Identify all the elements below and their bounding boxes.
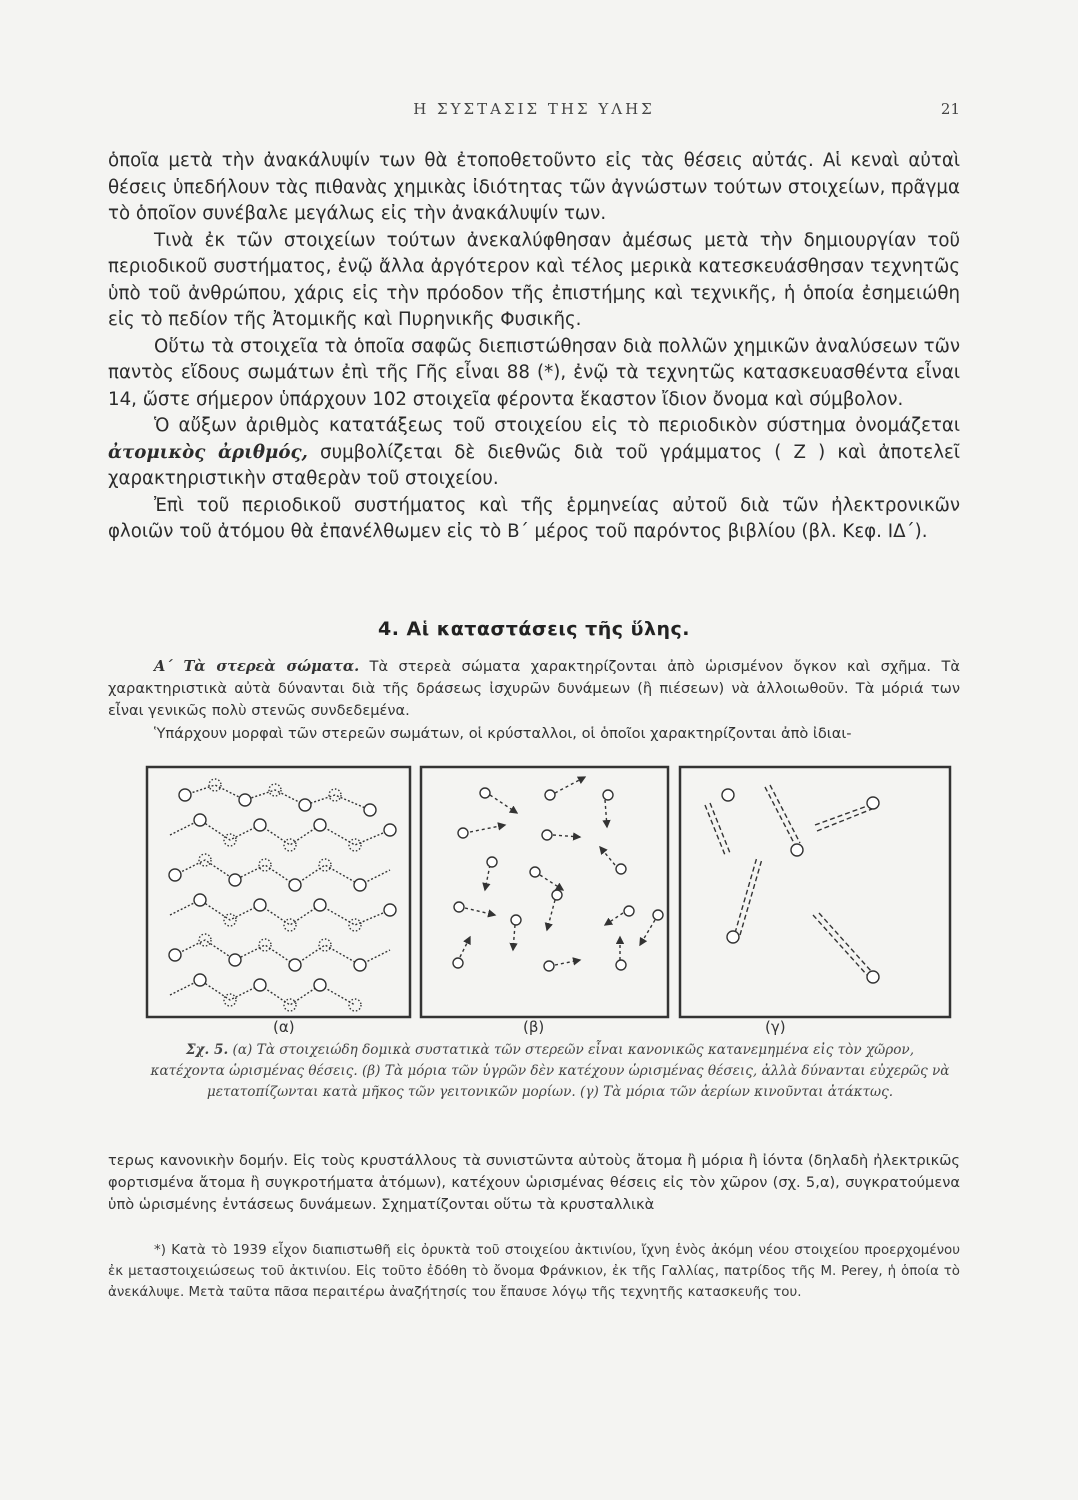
- solids-text: Τὰ στερεὰ σώματα χαρακτηρίζονται ἀπὸ ὡρισμένον ὄγκον καὶ σχῆμα. Τὰ χαρακτηριστικὰ αὐτὰ δύνανται διὰ τῆς δράσεως ἰσχυρῶν δυνάμεων (ἢ πιέσεων) νὰ ἀλλοιωθοῦν. Τὰ μόριά των εἶναι γενικῶς πολὺ στενῶς συνδεδεμένα.: [108, 658, 960, 720]
- running-header: [108, 100, 960, 124]
- figure-caption: [150, 1040, 950, 1103]
- panel-label-beta: (β): [523, 1018, 545, 1036]
- paragraph-2: Τινὰ ἐκ τῶν στοιχείων τούτων ἀνεκαλύφθησαν ἀμέσως μετὰ τὴν δημιουργίαν τοῦ περιοδικοῦ συστήματος, ἐνῷ ἄλλα ἀργότερον καὶ τέλος μερικὰ κατεσκευάσθησαν τεχνητῶς ὑπὸ τοῦ ἀνθρώπου, χάρις εἰς τὴν πρόοδον τῆς ἐπιστήμης καὶ τεχνικῆς, ἡ ὁποία ἐσημειώθη εἰς τὸ πεδίον τῆς Ἀτομικῆς καὶ Πυρηνικῆς Φυσικῆς.: [108, 229, 960, 330]
- paragraph-4: [108, 413, 960, 493]
- page-number: 21: [940, 100, 960, 118]
- after-figure-paragraph: τερως κανονικὴν δομήν. Εἰς τοὺς κρυστάλλους τὰ συνιστῶντα αὐτοὺς ἄτομα ἢ μόρια ἢ ἰόντα (δηλαδὴ ἠλεκτρικῶς φορτισμένα ἄτομα ἢ συγκροτήματα ἀτόμων), κατέχουν ὡρισμένας θέσεις εἰς τὸν χῶρον (σχ. 5,α), συγκρατούμενα ὑπὸ ὡρισμένης ἐντάσεως δυνάμεων. Σχηματίζονται οὕτω τὰ κρυσταλλικὰ: [108, 1152, 960, 1214]
- atomic-number-term: ἀτομικὸς ἀριθμός,: [108, 441, 308, 463]
- panel-gamma-molecules: [705, 785, 879, 983]
- panel-labels: [145, 1018, 955, 1040]
- solids-paragraph-2: Ὑπάρχουν μορφαὶ τῶν στερεῶν σωμάτων, οἱ κρύσταλλοι, οἱ ὁποῖοι χαρακτηρίζονται ἀπὸ ἰδιαι-: [154, 724, 852, 742]
- footnote-paragraph: *) Κατὰ τὸ 1939 εἶχον διαπιστωθῆ εἰς ὀρυκτὰ τοῦ στοιχείου ἀκτινίου, ἴχνη ἑνὸς ἀκόμη νέου στοιχείου προερχομένου ἐκ μεταστοιχειώσεως τοῦ ἀκτινίου. Εἰς τοῦτο ἐδόθη τὸ ὄνομα Φράνκιον, ἐκ τῆς Γαλλίας, πατρίδος τῆς M. Perey, ἡ ὁποία τὸ ἀνεκάλυψε. Μετὰ ταῦτα πᾶσα περαιτέρω ἀναζήτησίς του ἔπαυσε λόγῳ τῆς τεχνητῆς κατασκευῆς του.: [108, 1243, 960, 1301]
- paragraph-3: Οὕτω τὰ στοιχεῖα τὰ ὁποῖα σαφῶς διεπιστώθησαν διὰ πολλῶν χημικῶν ἀναλύσεων τῶν παντὸς εἴδους σωμάτων ἐπὶ τῆς Γῆς εἶναι 88 (*), ἐνῷ τὰ τεχνητῶς κατασκευασθέντα εἶναι 14, ὥστε σήμερον ὑπάρχουν 102 στοιχεῖα φέροντα ἕκαστον ἴδιον ὄνομα καὶ σύμβολον.: [108, 335, 960, 410]
- panel-beta-molecules: [453, 777, 663, 971]
- section-heading: 4. Αἱ καταστάσεις τῆς ὕλης.: [377, 618, 691, 640]
- states-of-matter-figure: [145, 765, 955, 1030]
- solids-lead: Α΄ Τὰ στερεὰ σώματα.: [154, 658, 360, 675]
- footnote: [108, 1240, 960, 1304]
- solids-text-block: [108, 656, 960, 745]
- running-title: Η ΣΥΣΤΑΣΙΣ ΤΗΣ ΥΛΗΣ: [413, 100, 655, 118]
- panel-beta-frame: [421, 767, 668, 1017]
- paragraph-5: Ἐπὶ τοῦ περιοδικοῦ συστήματος καὶ τῆς ἑρμηνείας αὐτοῦ διὰ τῶν ἠλεκτρονικῶν φλοιῶν τοῦ ἀτόμου θὰ ἐπανέλθωμεν εἰς τὸ Β΄ μέρος τοῦ παρόντος βιβλίου (βλ. Κεφ. ΙΔ΄).: [108, 494, 960, 542]
- after-figure-text: [108, 1150, 960, 1217]
- figure-caption-label: Σχ. 5.: [185, 1042, 229, 1058]
- solids-paragraph: [108, 656, 960, 723]
- paragraph-4-end: συμβολίζεται δὲ διεθνῶς διὰ τοῦ γράμματος ( Ζ ) καὶ ἀποτελεῖ χαρακτηριστικὴν σταθερὰν τοῦ στοιχείου.: [108, 441, 960, 489]
- panel-gamma-frame: [680, 767, 950, 1017]
- figure-caption-text: (α) Τὰ στοιχειώδη δομικὰ συστατικὰ τῶν στερεῶν εἶναι κανονικῶς κατανεμημένα εἰς τὸν χῶρον, κατέχοντα ὡρισμένας θέσεις. (β) Τὰ μόρια τῶν ὑγρῶν δὲν κατέχουν ὡρισμένας θέσεις, ἀλλὰ δύνανται εὐχερῶς νὰ μετατοπίζωνται κατὰ μῆκος τῶν γειτονικῶν μορίων. (γ) Τὰ μόρια τῶν ἀερίων κινοῦνται ἀτάκτως.: [150, 1042, 950, 1100]
- panel-label-alpha: (α): [273, 1018, 295, 1036]
- main-text-block: [108, 148, 960, 546]
- figure-svg: [145, 765, 955, 1030]
- paragraph-4-start: Ὁ αὔξων ἀριθμὸς κατατάξεως τοῦ στοιχείου εἰς τὸ περιοδικὸν σύστημα ὀνομάζεται: [154, 415, 960, 436]
- paragraph-1: ὁποῖα μετὰ τὴν ἀνακάλυψίν των θὰ ἐτοποθετοῦντο εἰς τὰς θέσεις αὐτάς. Αἱ κεναὶ αὐταὶ θέσεις ὑπεδήλουν τὰς πιθανὰς χημικὰς ἰδιότητας τῶν ἀγνώστων τούτων στοιχείων, πρᾶγμα τὸ ὁποῖον συνέβαλε μεγάλως εἰς τὴν ἀνακάλυψίν των.: [108, 150, 960, 224]
- panel-label-gamma: (γ): [765, 1018, 786, 1036]
- panel-alpha-lattice: [169, 779, 396, 1011]
